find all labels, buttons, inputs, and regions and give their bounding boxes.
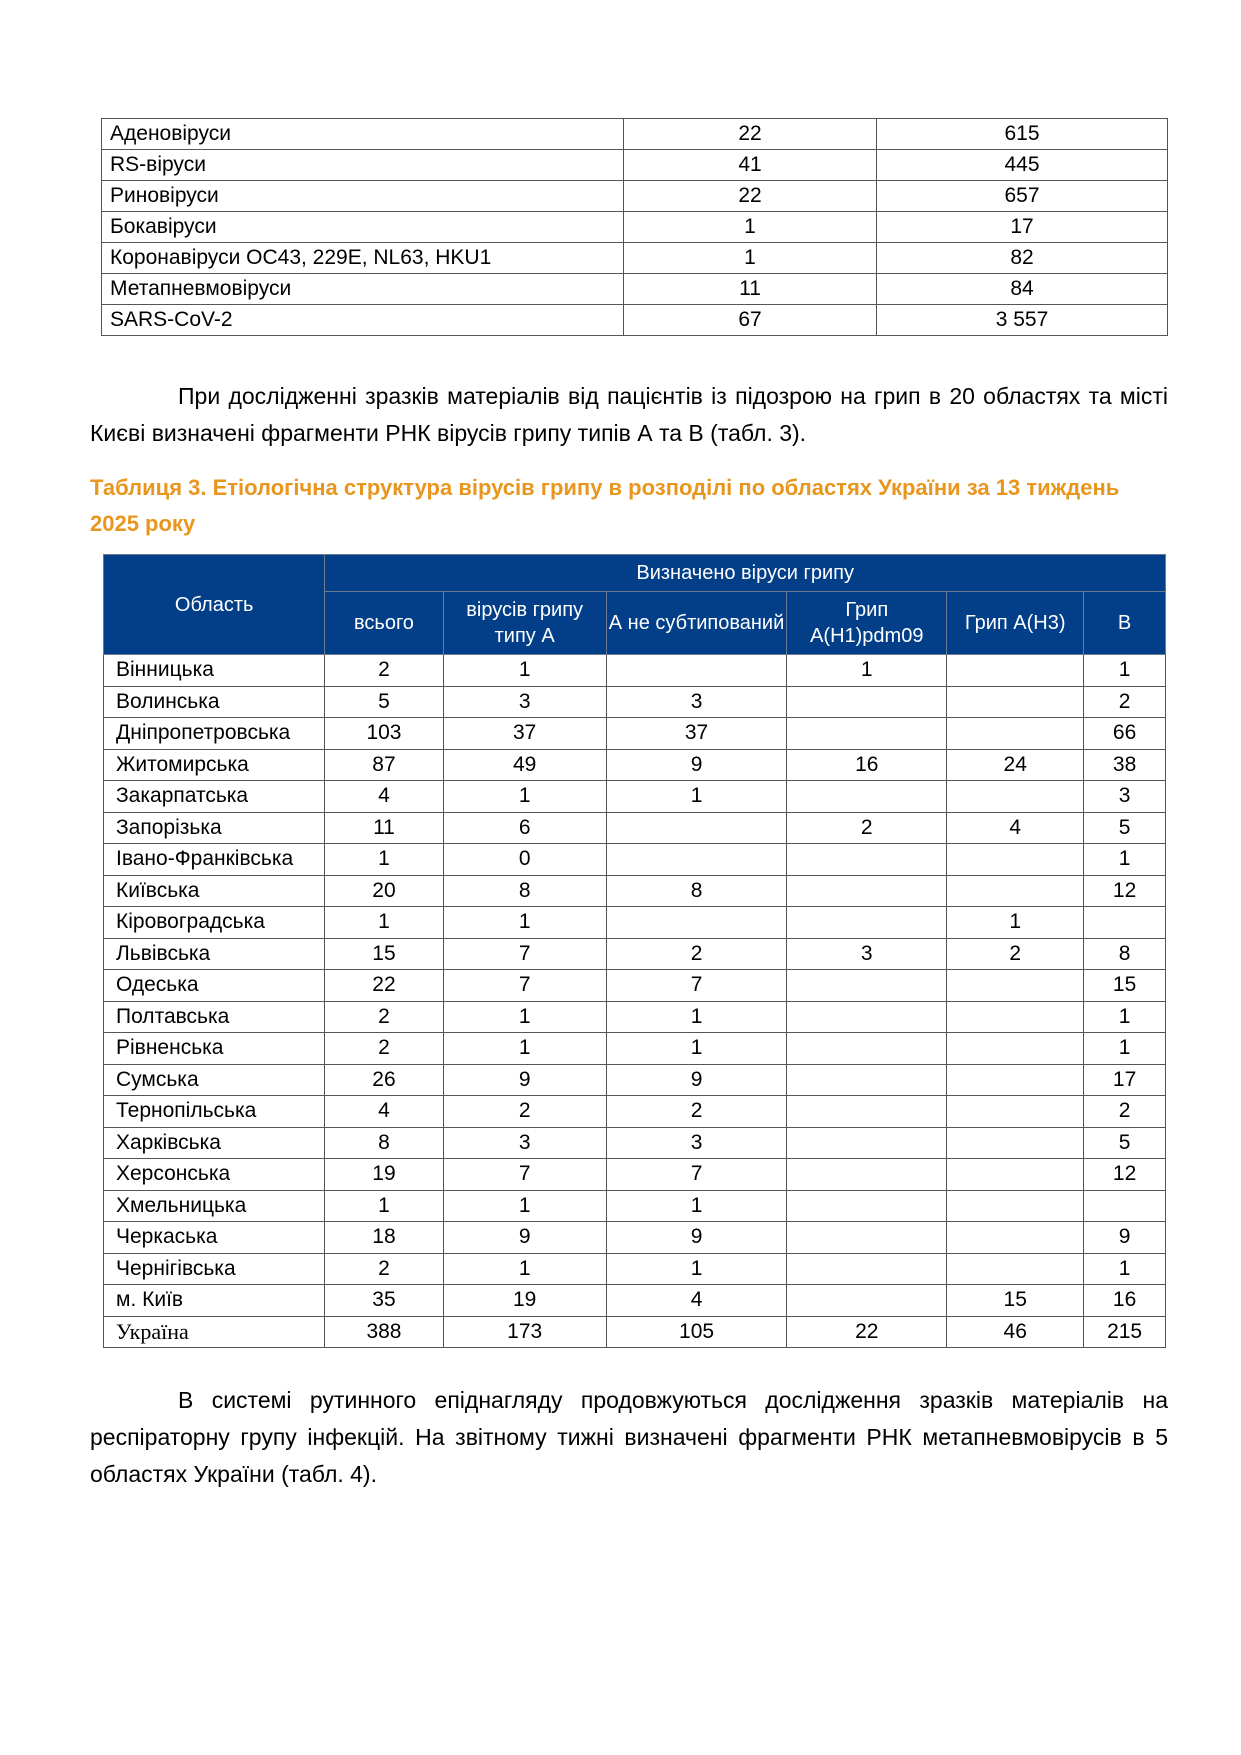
a-unsubtyped-cell: 8 [606,875,787,907]
total-cell: 15 [325,938,443,970]
total-cell: 26 [325,1064,443,1096]
total-cell: 8 [325,1127,443,1159]
h3-cell: 1 [947,907,1084,939]
type-a-cell: 1 [443,781,606,813]
week-count-cell: 41 [624,150,877,181]
total-cell: 4 [325,1096,443,1128]
type-a-cell: 9 [443,1064,606,1096]
a-unsubtyped-cell: 1 [606,1001,787,1033]
b-cell: 12 [1084,1159,1166,1191]
total-cell: 18 [325,1222,443,1254]
h1pdm09-cell [787,907,947,939]
type-a-cell: 1 [443,1033,606,1065]
type-a-cell: 7 [443,970,606,1002]
column-header-h1pdm09: Грип A(H1)pdm09 [787,592,947,655]
table-row [104,1190,1166,1222]
h1pdm09-cell [787,875,947,907]
a-unsubtyped-cell: 2 [606,1096,787,1128]
region-name-cell: Івано-Франківська [104,844,325,876]
region-name-cell: Волинська [104,686,325,718]
table-row [104,1096,1166,1128]
table-row [104,938,1166,970]
h1pdm09-cell: 3 [787,938,947,970]
table-row [104,655,1166,687]
column-header-h3: Грип A(H3) [947,592,1084,655]
season-count-cell: 82 [877,243,1168,274]
table-row [104,970,1166,1002]
table-row [104,812,1166,844]
table3-caption: Таблиця 3. Етіологічна структура вірусів грипу в розподілі по областях України за 13 тиждень 2025 року [90,475,1120,536]
region-name-cell: Одеська [104,970,325,1002]
region-name-cell: Житомирська [104,749,325,781]
a-unsubtyped-cell: 9 [606,1064,787,1096]
paragraph-influenza-intro [90,378,1168,452]
b-cell: 16 [1084,1285,1166,1317]
total-cell: 87 [325,749,443,781]
h3-cell [947,1190,1084,1222]
season-count-cell: 657 [877,181,1168,212]
season-count-cell: 3 557 [877,305,1168,336]
table-row [104,875,1166,907]
table-row [102,212,1168,243]
a-unsubtyped-cell [606,812,787,844]
region-name-cell: Україна [104,1316,325,1348]
a-unsubtyped-cell: 3 [606,1127,787,1159]
table-row [102,150,1168,181]
h1pdm09-cell [787,781,947,813]
table-row [104,686,1166,718]
total-cell: 22 [325,970,443,1002]
b-cell: 12 [1084,875,1166,907]
total-cell: 11 [325,812,443,844]
total-cell: 35 [325,1285,443,1317]
table-row [104,749,1166,781]
total-cell: 2 [325,655,443,687]
region-name-cell: Хмельницька [104,1190,325,1222]
h1pdm09-cell [787,686,947,718]
b-cell: 1 [1084,1001,1166,1033]
type-a-cell: 37 [443,718,606,750]
total-cell: 2 [325,1253,443,1285]
season-count-cell: 615 [877,119,1168,150]
b-cell [1084,1190,1166,1222]
region-name-cell: Тернопільська [104,1096,325,1128]
a-unsubtyped-cell: 9 [606,749,787,781]
b-cell: 215 [1084,1316,1166,1348]
h1pdm09-cell [787,1001,947,1033]
week-count-cell: 1 [624,212,877,243]
total-cell: 1 [325,844,443,876]
h3-cell: 2 [947,938,1084,970]
b-cell: 1 [1084,1253,1166,1285]
table-row [102,274,1168,305]
h1pdm09-cell [787,1064,947,1096]
h3-cell [947,686,1084,718]
type-a-cell: 1 [443,655,606,687]
a-unsubtyped-cell: 7 [606,970,787,1002]
type-a-cell: 1 [443,1190,606,1222]
column-header-total: всього [325,592,443,655]
table-row [104,1285,1166,1317]
a-unsubtyped-cell: 7 [606,1159,787,1191]
region-name-cell: м. Київ [104,1285,325,1317]
a-unsubtyped-cell: 1 [606,781,787,813]
a-unsubtyped-cell: 2 [606,938,787,970]
h1pdm09-cell [787,1159,947,1191]
type-a-cell: 49 [443,749,606,781]
h3-cell [947,718,1084,750]
b-cell: 1 [1084,844,1166,876]
region-name-cell: Херсонська [104,1159,325,1191]
virus-name-cell: Риновіруси [102,181,624,212]
h1pdm09-cell: 1 [787,655,947,687]
b-cell: 15 [1084,970,1166,1002]
table-row [102,181,1168,212]
b-cell: 8 [1084,938,1166,970]
week-count-cell: 1 [624,243,877,274]
virus-name-cell: Коронавіруси OC43, 229E, NL63, HKU1 [102,243,624,274]
virus-name-cell: Бокавіруси [102,212,624,243]
paragraph-text: В системі рутинного епіднагляду продовжуються дослідження зразків матеріалів на респіраторну групу інфекцій. На звітному тижні визначені фрагменти РНК метапневмовірусів в 5 областях України (табл. 4). [90,1387,1168,1487]
column-header-region: Область [104,555,325,655]
total-cell: 4 [325,781,443,813]
h3-cell: 24 [947,749,1084,781]
column-header-b: B [1084,592,1166,655]
h3-cell [947,655,1084,687]
type-a-cell: 1 [443,1253,606,1285]
a-unsubtyped-cell [606,844,787,876]
h1pdm09-cell [787,970,947,1002]
h1pdm09-cell [787,1190,947,1222]
region-name-cell: Сумська [104,1064,325,1096]
table-row [104,1127,1166,1159]
h3-cell [947,970,1084,1002]
table-total-row [104,1316,1166,1348]
table-row [104,718,1166,750]
region-name-cell: Дніпропетровська [104,718,325,750]
table-row [104,1222,1166,1254]
table-row [104,1159,1166,1191]
column-header-a-unsubtyped: А не субтипований [606,592,787,655]
season-count-cell: 17 [877,212,1168,243]
table-row [104,1033,1166,1065]
a-unsubtyped-cell: 4 [606,1285,787,1317]
region-name-cell: Закарпатська [104,781,325,813]
h3-cell [947,1064,1084,1096]
a-unsubtyped-cell: 1 [606,1253,787,1285]
a-unsubtyped-cell [606,655,787,687]
h1pdm09-cell: 16 [787,749,947,781]
h3-cell: 15 [947,1285,1084,1317]
type-a-cell: 1 [443,907,606,939]
type-a-cell: 3 [443,686,606,718]
total-cell: 20 [325,875,443,907]
paragraph-routine-surveillance [90,1382,1168,1493]
h1pdm09-cell [787,1127,947,1159]
h3-cell [947,1222,1084,1254]
region-name-cell: Харківська [104,1127,325,1159]
total-cell: 1 [325,1190,443,1222]
b-cell: 3 [1084,781,1166,813]
b-cell: 1 [1084,655,1166,687]
h1pdm09-cell: 2 [787,812,947,844]
total-cell: 5 [325,686,443,718]
type-a-cell: 6 [443,812,606,844]
total-cell: 19 [325,1159,443,1191]
region-name-cell: Кіровоградська [104,907,325,939]
a-unsubtyped-cell [606,907,787,939]
a-unsubtyped-cell: 3 [606,686,787,718]
type-a-cell: 7 [443,1159,606,1191]
region-name-cell: Київська [104,875,325,907]
total-cell: 1 [325,907,443,939]
week-count-cell: 67 [624,305,877,336]
type-a-cell: 19 [443,1285,606,1317]
a-unsubtyped-cell: 1 [606,1190,787,1222]
a-unsubtyped-cell: 105 [606,1316,787,1348]
h3-cell [947,875,1084,907]
total-cell: 2 [325,1001,443,1033]
region-name-cell: Запорізька [104,812,325,844]
virus-name-cell: RS-віруси [102,150,624,181]
type-a-cell: 0 [443,844,606,876]
season-count-cell: 445 [877,150,1168,181]
region-name-cell: Вінницька [104,655,325,687]
h1pdm09-cell: 22 [787,1316,947,1348]
h1pdm09-cell [787,1253,947,1285]
b-cell: 2 [1084,1096,1166,1128]
type-a-cell: 173 [443,1316,606,1348]
influenza-by-region-table [103,554,1166,1348]
b-cell: 38 [1084,749,1166,781]
table-row [104,907,1166,939]
b-cell: 5 [1084,1127,1166,1159]
h3-cell [947,1096,1084,1128]
virus-name-cell: Аденовіруси [102,119,624,150]
virus-name-cell: SARS-CoV-2 [102,305,624,336]
total-cell: 103 [325,718,443,750]
h1pdm09-cell [787,1285,947,1317]
table-row [104,1001,1166,1033]
table-row [104,1064,1166,1096]
type-a-cell: 8 [443,875,606,907]
season-count-cell: 84 [877,274,1168,305]
region-name-cell: Львівська [104,938,325,970]
table-row [104,844,1166,876]
table-row [102,305,1168,336]
b-cell: 1 [1084,1033,1166,1065]
a-unsubtyped-cell: 1 [606,1033,787,1065]
virus-table-continuation [101,118,1168,336]
paragraph-text: При дослідженні зразків матеріалів від пацієнтів із підозрою на грип в 20 областях та місті Києві визначені фрагменти РНК вірусів грипу типів А та В (табл. 3). [90,383,1168,446]
total-cell: 2 [325,1033,443,1065]
week-count-cell: 11 [624,274,877,305]
a-unsubtyped-cell: 37 [606,718,787,750]
total-cell: 388 [325,1316,443,1348]
table-row [102,119,1168,150]
h3-cell [947,1159,1084,1191]
table-row [104,1253,1166,1285]
column-group-header: Визначено віруси грипу [325,555,1166,592]
table-row [102,243,1168,274]
virus-name-cell: Метапневмовіруси [102,274,624,305]
h1pdm09-cell [787,844,947,876]
week-count-cell: 22 [624,119,877,150]
type-a-cell: 2 [443,1096,606,1128]
table-row [104,781,1166,813]
region-name-cell: Рівненська [104,1033,325,1065]
region-name-cell: Полтавська [104,1001,325,1033]
b-cell: 5 [1084,812,1166,844]
h3-cell [947,844,1084,876]
b-cell [1084,907,1166,939]
h3-cell [947,1033,1084,1065]
h3-cell [947,1253,1084,1285]
type-a-cell: 9 [443,1222,606,1254]
h3-cell [947,1127,1084,1159]
h3-cell: 46 [947,1316,1084,1348]
h1pdm09-cell [787,1222,947,1254]
type-a-cell: 3 [443,1127,606,1159]
h3-cell: 4 [947,812,1084,844]
b-cell: 66 [1084,718,1166,750]
type-a-cell: 1 [443,1001,606,1033]
h3-cell [947,1001,1084,1033]
b-cell: 2 [1084,686,1166,718]
week-count-cell: 22 [624,181,877,212]
b-cell: 9 [1084,1222,1166,1254]
region-name-cell: Чернігівська [104,1253,325,1285]
region-name-cell: Черкаська [104,1222,325,1254]
h1pdm09-cell [787,1096,947,1128]
a-unsubtyped-cell: 9 [606,1222,787,1254]
h1pdm09-cell [787,718,947,750]
h3-cell [947,781,1084,813]
h1pdm09-cell [787,1033,947,1065]
b-cell: 17 [1084,1064,1166,1096]
column-header-type-a: вірусів грипу типу А [443,592,606,655]
type-a-cell: 7 [443,938,606,970]
